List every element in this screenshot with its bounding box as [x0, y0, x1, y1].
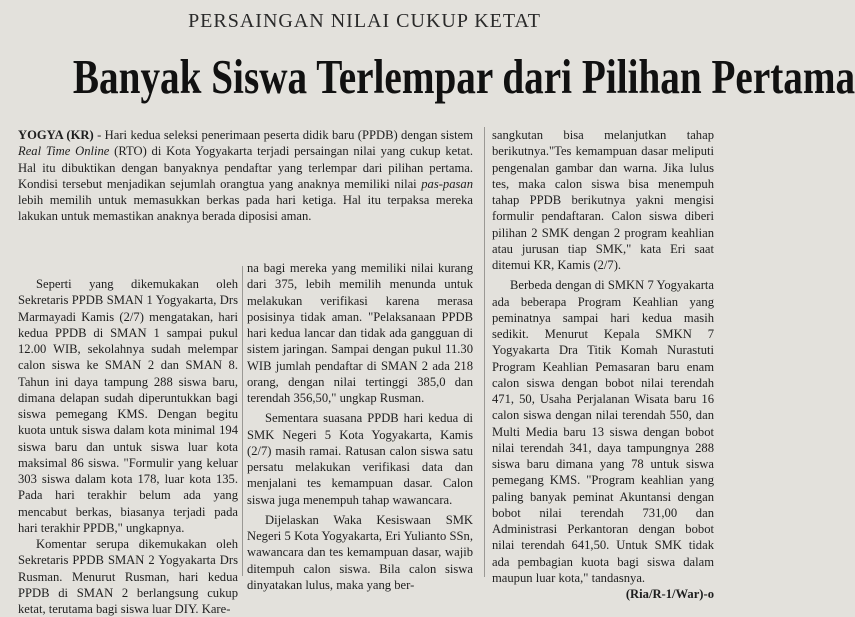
lead-rto: Real Time Online: [18, 144, 110, 159]
col1-paragraph: Komentar serupa dikemukakan oleh Sekretaris PPDB SMAN 2 Yogyakarta Drs Rusman. Menurut Rusman, hari kedua PPDB di SMAN 2 berlangsung cukup ketat, terutama bagi siswa luar DIY. Kare-: [18, 537, 238, 616]
col3-paragraph: sangkutan bisa melanjutkan tahap berikutnya."Tes kemampuan dasar meliputi pengenalan gambar dan warna. Jika lulus tes, maka calon siswa bisa menempuh tahap PPDB berikutnya yakni mengisi formulir pendaftaran. Calon siswa diberi pilihan 2 SMK dengan 2 program keahlian atau jurusan tiap SMK," kata Eri saat ditemui KR, Kamis (2/7).: [492, 128, 714, 272]
col1-paragraph: Seperti yang dikemukakan oleh Sekretaris PPDB SMAN 1 Yogyakarta, Drs Marmayadi Kamis (2/7) mengatakan, hari kedua PPDB di SMAN 1 sampai pukul 12.00 WIB, sekolahnya sudah melempar calon siswa ke SMAN 2 dan SMAN 8. Tahun ini daya tampung 288 siswa baru, dimana delapan sudah diperuntukkan bagi siswa pemegang KMS. Dengan begitu kuota untuk siswa dalam kota minimal 194 siswa baru dan untuk siswa luar kota maksimal 86 siswa. "Formulir yang keluar 303 siswa dalam kota 178, luar kota 135. Pada hari terakhir belum ada yang mencabut berkas, biasanya terjadi pada hari terakhir PPDB," ungkapnya.: [18, 277, 238, 535]
dateline: YOGYA (KR): [18, 128, 94, 142]
col2-paragraph: na bagi mereka yang memiliki nilai kurang dari 375, lebih memilih menunda untuk melakukan verifikasi karena merasa posisinya tidak aman. "Pelaksanaan PPDB hari kedua lancar dan tidak ada gangguan di sistem jaringan. Sampai dengan pukul 11.30 WIB jumlah pendaftar di SMAN 2 ada 218 orang, dengan nilai tertinggi 385,0 dan terendah 356,50," ungkap Rusman.: [247, 261, 473, 405]
lead-pas: pas-pasan: [421, 176, 473, 191]
column-divider: [484, 127, 485, 577]
lead-paragraph: [18, 127, 473, 225]
headline: Banyak Siswa Terlempar dari Pilihan Pertama: [72, 49, 855, 104]
lead-text-2: (RTO) di Kota Yogyakarta terjadi persaingan nilai yang cukup ketat. Hal itu dibuktikan dengan banyaknya pendaftar yang terlempar dari pilihan pertama. Kondisi tersebut menjadikan sejumlah orangtua yang anaknya memiliki nilai: [18, 144, 473, 191]
col3-paragraph: Berbeda dengan di SMKN 7 Yogyakarta ada beberapa Program Keahlian yang peminatnya sampai hari kedua masih sedikit. Menurut Kepala SMKN 7 Yogyakarta Dra Titik Komah Nurastuti Program Keahlian Pemasaran baru enam calon siswa dengan bobot nilai terendah 471, 50, Usaha Perjalanan Wisata baru 16 calon siswa dengan nilai terendah 550, dan Multi Media baru 13 siswa dengan bobot nilai terendah 341, daya tampungnya 288 siswa baru dimana yang 78 untuk siswa pemegang KMS. "Program keahlian yang paling banyak peminat Akuntansi dengan bobot nilai terendah 731,00 dan Administrasi Perkantoran dengan bobot nilai terendah 641,50. Untuk SMK tidak ada pembagian kuota bagi siswa dalam maupun luar kota," tandasnya.: [492, 278, 714, 585]
col2-paragraph: Sementara suasana PPDB hari kedua di SMK Negeri 5 Kota Yogyakarta, Kamis (2/7) masih ramai. Ratusan calon siswa satu persatu melakukan verifikasi data dan menjalani tes kemampuan dasar. Calon siswa juga menempuh tahap wawancara.: [247, 411, 473, 507]
kicker: PERSAINGAN NILAI CUKUP KETAT: [188, 10, 541, 32]
column-1: [18, 276, 238, 617]
col2-paragraph: Dijelaskan Waka Kesiswaan SMK Negeri 5 Kota Yogyakarta, Eri Yulianto SSn, wawancara dan tes kemampuan dasar, wajib ditempuh calon siswa. Bila calon siswa dinyatakan lulus, maka yang ber-: [247, 512, 473, 592]
lead-text-1: - Hari kedua seleksi penerimaan peserta didik baru (PPDB) dengan sistem: [93, 128, 473, 142]
column-2: [247, 260, 473, 593]
column-3: [492, 127, 714, 602]
lead-text-3: lebih memilih untuk memasukkan berkas pada hari ketiga. Hal itu terpaksa mereka lakukan untuk memastikan anaknya berada diposisi aman.: [18, 193, 473, 224]
column-divider: [242, 266, 243, 576]
byline-credit: (Ria/R-1/War)-o: [625, 587, 714, 601]
